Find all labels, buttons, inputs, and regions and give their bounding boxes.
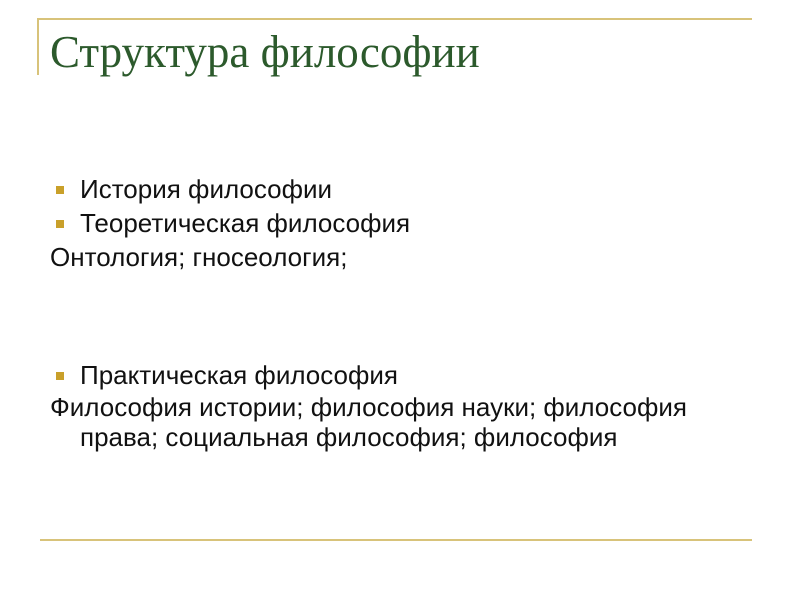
square-bullet-icon bbox=[56, 220, 64, 228]
left-rule bbox=[37, 18, 39, 75]
slide-body bbox=[50, 172, 750, 452]
square-bullet-icon bbox=[56, 186, 64, 194]
practical-subtopics-paragraph: Философия истории; философия науки; философия права; социальная философия; философия bbox=[50, 392, 687, 452]
bottom-rule bbox=[40, 539, 752, 541]
slide-title: Структура философии bbox=[50, 27, 480, 77]
bullet-item-theoretical bbox=[50, 206, 750, 240]
bullet-text: История философии bbox=[80, 174, 333, 204]
square-bullet-icon bbox=[56, 372, 64, 380]
bullet-text: Практическая философия bbox=[80, 360, 399, 390]
bullet-text: Теоретическая философия bbox=[80, 208, 411, 238]
top-rule bbox=[37, 18, 752, 20]
subtopics-line: Онтология; гносеология; bbox=[50, 242, 348, 272]
bullet-item-practical bbox=[50, 358, 750, 392]
spacer bbox=[50, 274, 750, 358]
bullet-item-history bbox=[50, 172, 750, 206]
